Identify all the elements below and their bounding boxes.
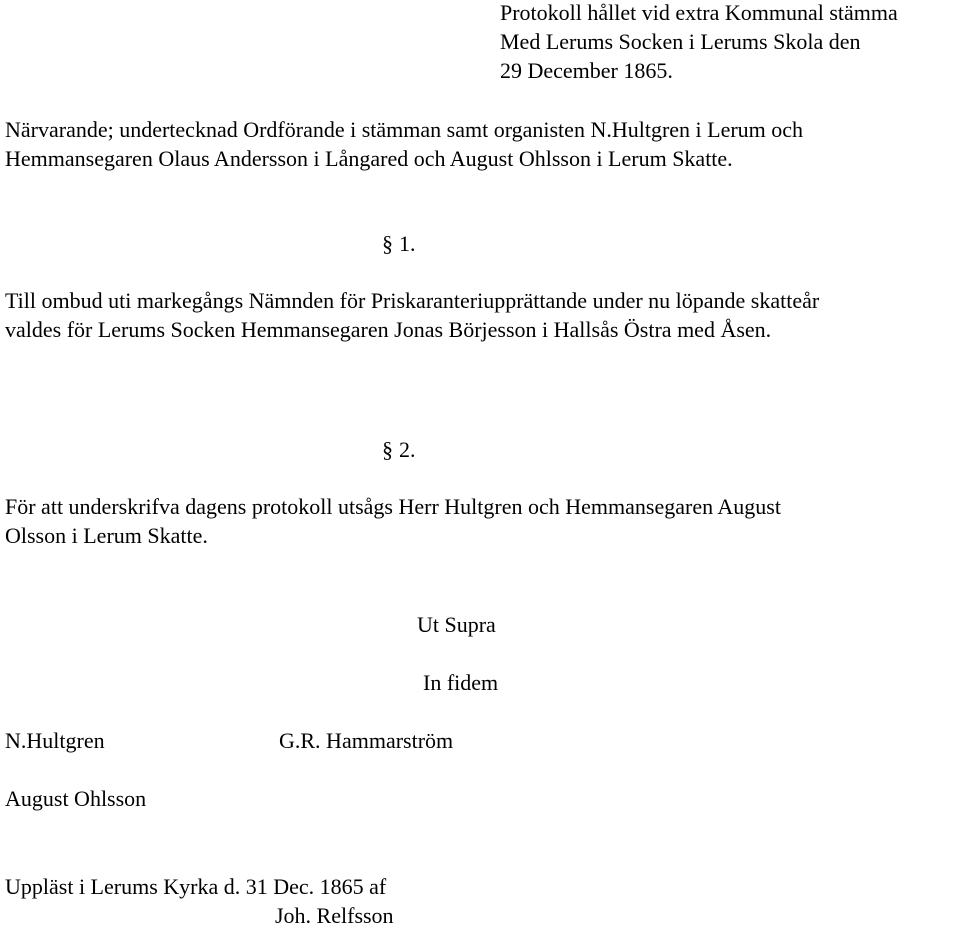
signature-hammarstrom: G.R. Hammarström	[279, 728, 454, 753]
ut-supra: Ut Supra	[417, 612, 496, 637]
read-note: Uppläst i Lerums Kyrka d. 31 Dec. 1865 af	[5, 874, 387, 899]
section-number: 2.	[399, 437, 416, 462]
heading-line: Protokoll hållet vid extra Kommunal stämma	[500, 0, 898, 25]
reader-name: Joh. Relfsson	[275, 903, 394, 928]
attendance-line: Hemmansegaren Olaus Andersson i Långared och August Ohlsson i Lerum Skatte.	[5, 146, 733, 171]
section-2-line: För att underskrifva dagens protokoll utsågs Herr Hultgren och Hemmansegaren August	[5, 494, 781, 519]
heading-line: 29 December 1865.	[500, 58, 673, 83]
section-symbol: §	[382, 437, 393, 462]
heading-line: Med Lerums Socken i Lerums Skola den	[500, 29, 861, 54]
section-2-line: Olsson i Lerum Skatte.	[5, 523, 208, 548]
signature-hultgren: N.Hultgren	[5, 728, 105, 753]
section-2-heading	[382, 434, 416, 465]
signature-ohlsson: August Ohlsson	[5, 786, 147, 811]
section-symbol: §	[382, 231, 393, 256]
section-number: 1.	[399, 231, 416, 256]
section-1-heading	[382, 228, 416, 259]
attendance-line: Närvarande; undertecknad Ordförande i stämman samt organisten N.Hultgren i Lerum och	[5, 117, 804, 142]
section-1-line: Till ombud uti markegångs Nämnden för Priskaranteriupprättande under nu löpande skatteår	[5, 288, 820, 313]
in-fidem: In fidem	[423, 670, 499, 695]
section-1-line: valdes för Lerums Socken Hemmansegaren Jonas Börjesson i Hallsås Östra med Åsen.	[5, 317, 772, 342]
